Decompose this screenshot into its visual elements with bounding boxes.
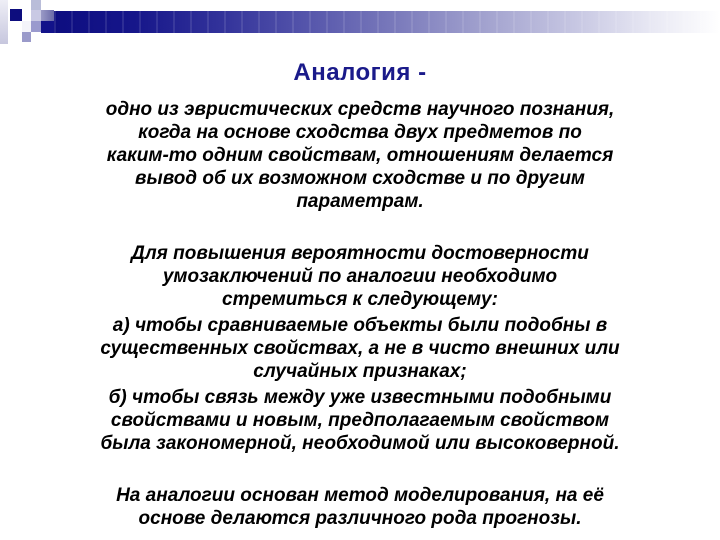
deco-square-bluegray	[41, 10, 54, 21]
body-line: случайных признаках;	[253, 361, 467, 382]
body-line: а) чтобы сравниваемые объекты были подобны в	[112, 315, 608, 336]
deco-square-navy2	[41, 21, 54, 33]
deco-square-purple	[22, 32, 31, 42]
slide-body	[40, 98, 680, 533]
body-line: стремиться к следующему:	[222, 289, 498, 310]
body-line: основе делаются различного рода прогнозы.	[138, 508, 582, 529]
paragraph-definition	[40, 98, 680, 213]
deco-square-periwinkle	[31, 21, 41, 32]
body-line: каким-то одним свойствам, отношениям делается	[106, 145, 614, 166]
body-line: Для повышения вероятности достоверности	[131, 243, 589, 264]
body-line: параметрам.	[296, 191, 424, 212]
paragraph-conclusion	[40, 484, 680, 530]
paragraph-condition-a	[40, 314, 680, 383]
deco-square-white	[22, 21, 31, 32]
body-line: На аналогии основан метод моделирования, на её	[116, 485, 604, 506]
slide-title: Аналогия -	[293, 59, 427, 86]
body-line: свойствами и новым, предполагаемым свойством	[110, 410, 610, 431]
deco-square-lavender	[31, 10, 41, 21]
body-line: умозаключений по аналогии необходимо	[162, 266, 558, 287]
paragraph-intro-conditions	[40, 242, 680, 311]
body-line: одно из эвристических средств научного познания,	[105, 99, 615, 120]
body-line: вывод об их возможном сходстве и по другим	[135, 168, 585, 189]
banner-gradient-bar	[54, 11, 720, 33]
body-line: существенных свойствах, а не в чисто внешних или	[100, 338, 620, 359]
body-line: была закономерной, необходимой или высоковерной.	[100, 433, 620, 454]
deco-square-gray	[31, 0, 41, 10]
deco-strip	[0, 0, 8, 44]
body-line: когда на основе сходства двух предметов по	[138, 122, 582, 143]
paragraph-condition-b	[40, 386, 680, 455]
deco-square-navy	[10, 9, 22, 21]
body-line: б) чтобы связь между уже известными подобными	[108, 387, 612, 408]
